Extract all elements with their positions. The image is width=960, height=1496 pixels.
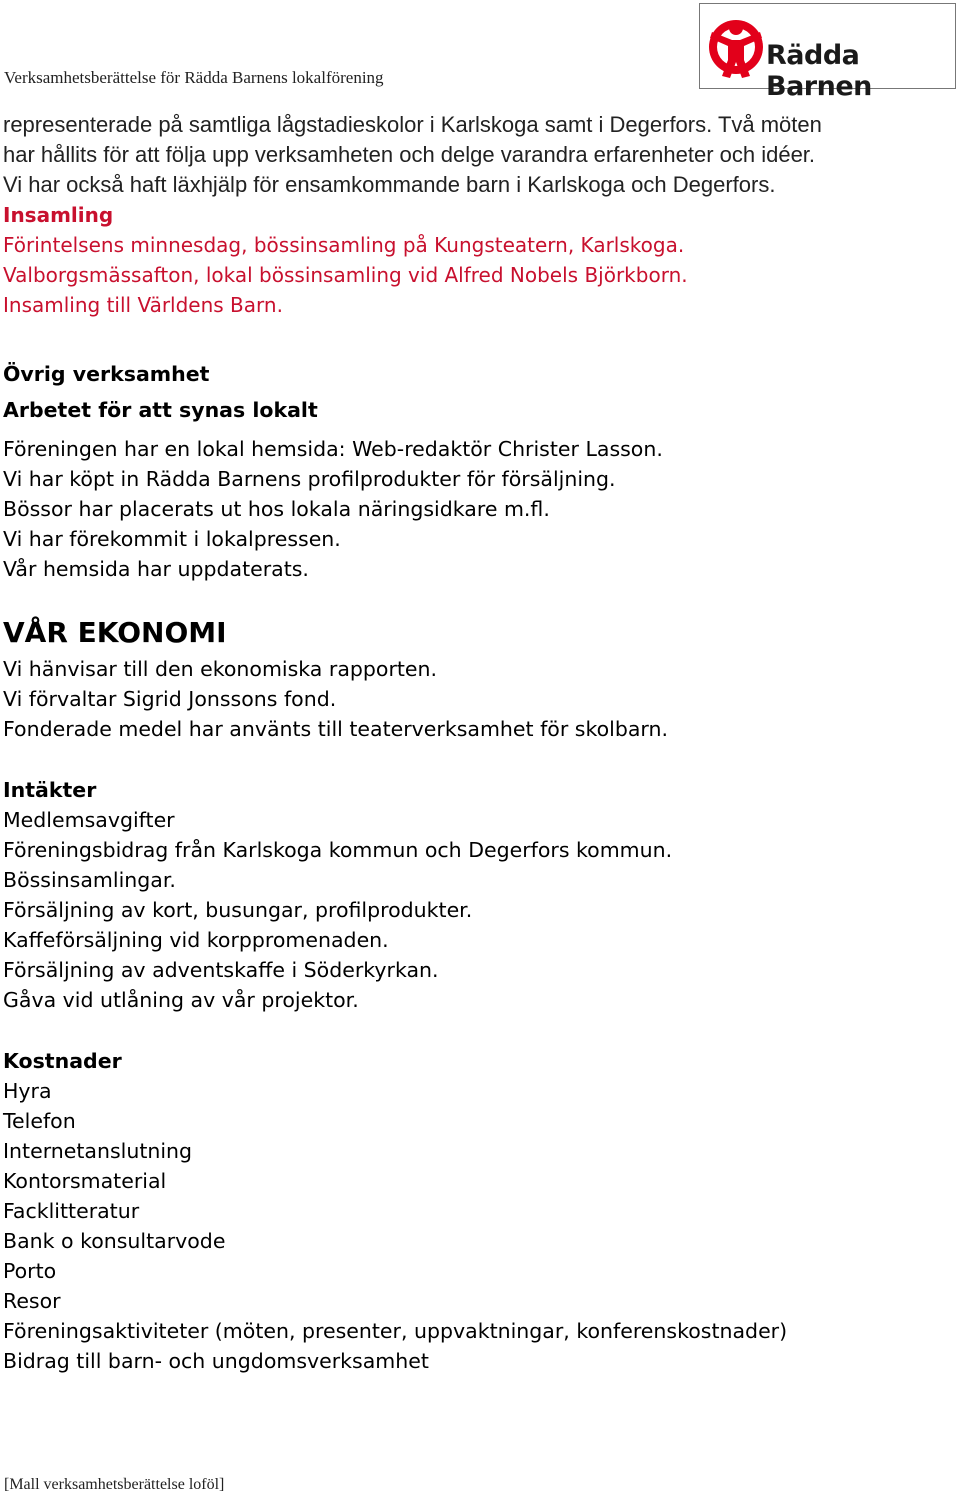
insamling-line: Förintelsens minnesdag, bössinsamling på Kungsteatern, Karlskoga. [3,233,685,257]
ovrig-headings [3,359,318,425]
ovrig-line: Vår hemsida har uppdaterats. [3,557,309,581]
intakter-line: Bössinsamlingar. [3,868,176,892]
intakter-line: Försäljning av kort, busungar, profilprodukter. [3,898,473,922]
insamling-heading: Insamling [3,203,114,227]
insamling-line: Valborgsmässafton, lokal bössinsamling vid Alfred Nobels Björkborn. [3,263,688,287]
kostnader-line: Resor [3,1289,61,1313]
intro-line: har hållits för att följa upp verksamheten och delge varandra erfarenheter och idéer. [3,142,816,167]
ovrig-line: Bössor har placerats ut hos lokala näringsidkare m.fl. [3,497,550,521]
ovrig-heading: Övrig verksamhet [3,362,210,386]
ekonomi-line: Fonderade medel har använts till teaterverksamhet för skolbarn. [3,717,669,741]
kostnader-line: Bank o konsultarvode [3,1229,226,1253]
ekonomi-section [3,654,668,744]
intakter-line: Föreningsbidrag från Karlskoga kommun och Degerfors kommun. [3,838,673,862]
kostnader-line: Telefon [3,1109,76,1133]
ovrig-line: Vi har förekommit i lokalpressen. [3,527,341,551]
insamling-line: Insamling till Världens Barn. [3,293,283,317]
ekonomi-line: Vi förvaltar Sigrid Jonssons fond. [3,687,337,711]
child-figure-icon [706,14,766,80]
radda-barnen-logo [699,3,956,102]
ovrig-line: Föreningen har en lokal hemsida: Web-redaktör Christer Lasson. [3,437,663,461]
intakter-line: Medlemsavgifter [3,808,175,832]
intakter-line: Försäljning av adventskaffe i Söderkyrkan. [3,958,439,982]
intakter-line: Gåva vid utlåning av vår projektor. [3,988,359,1012]
kostnader-line: Facklitteratur [3,1199,140,1223]
intro-section [3,110,822,320]
kostnader-line: Porto [3,1259,57,1283]
ekonomi-heading: VÅR EKONOMI [3,616,227,649]
kostnader-heading: Kostnader [3,1049,122,1073]
intakter-line: Kaffeförsäljning vid korppromenaden. [3,928,389,952]
kostnader-line: Hyra [3,1079,52,1103]
kostnader-line: Bidrag till barn- och ungdomsverksamhet [3,1349,429,1373]
document-header-title: Verksamhetsberättelse för Rädda Barnens lokalförening [4,68,384,87]
ovrig-subheading: Arbetet för att synas lokalt [3,398,318,422]
kostnader-line: Föreningsaktiviteter (möten, presenter, uppvaktningar, konferenskostnader) [3,1319,788,1343]
kostnader-line: Kontorsmaterial [3,1169,167,1193]
intakter-section [3,775,672,1015]
intakter-heading: Intäkter [3,778,97,802]
intro-line: representerade på samtliga lågstadieskolor i Karlskoga samt i Degerfors. Två möten [3,112,822,137]
ovrig-line: Vi har köpt in Rädda Barnens profilprodukter för försäljning. [3,467,616,491]
kostnader-section [3,1046,787,1376]
ovrig-section [3,434,663,584]
kostnader-line: Internetanslutning [3,1139,193,1163]
ekonomi-line: Vi hänvisar till den ekonomiska rapporten. [3,657,438,681]
intro-line: Vi har också haft läxhjälp för ensamkommande barn i Karlskoga och Degerfors. [3,172,776,197]
logo-text: Rädda Barnen [766,40,872,102]
document-footer: [Mall verksamhetsberättelse loföl] [4,1476,225,1493]
